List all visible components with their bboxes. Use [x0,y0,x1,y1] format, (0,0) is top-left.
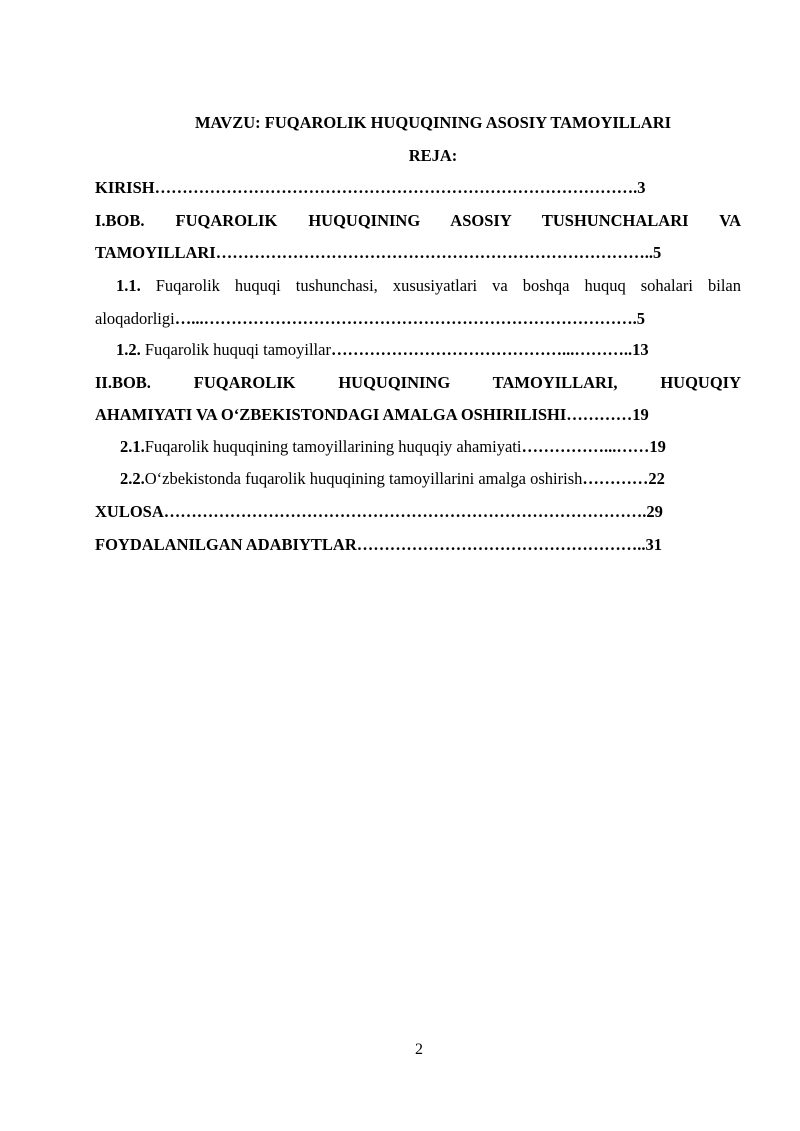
section-number: 2.2. [120,469,145,488]
page-title: MAVZU: FUQAROLIK HUQUQINING ASOSIY TAMOYILLARI [194,113,672,132]
section-title: Fuqarolik huquqi tushunchasi, xususiyatlari va boshqa huquq sohalari bilan [140,276,741,295]
page-number: 2 [415,1041,423,1058]
toc-entry-2-1 [120,437,741,457]
plan-heading: REJA: [408,146,458,165]
leader-dots: ……………………………………...………..13 [330,340,649,359]
toc-entry-bob1-line2: TAMOYILLARI……………………………………………………………………..5 [95,243,662,262]
section-title: Fuqarolik huquqi tamoyillar [140,340,331,359]
toc-entry-adabiyotlar: FOYDALANILGAN ADABIYTLAR……………………………………………..31 [95,535,662,554]
section-title-cont: aloqadorligi [95,309,175,328]
toc-entry-1-2 [116,340,741,360]
toc-entry-bob2-line2: AHAMIYATI VA O‘ZBEKISTONDAGI AMALGA OSHIRILISHI…………19 [95,405,649,424]
section-title: O‘zbekistonda fuqarolik huquqining tamoyillarini amalga oshirish [144,469,583,488]
toc-entry-xulosa: XULOSA…………………………………………………………………………….29 [95,502,663,521]
toc-entry-1-1-line2 [95,309,741,329]
toc-entry-2-2 [120,469,741,489]
section-number: 1.2. [116,340,141,359]
leader-dots: ……………...……19 [521,437,666,456]
leader-dots: …………22 [582,469,665,488]
toc-entry-bob2-line1: II.BOB. FUQAROLIK HUQUQINING TAMOYILLARI, HUQUQIY [95,373,741,392]
section-number: 1.1. [116,276,141,295]
toc-entry-bob1-line1: I.BOB. FUQAROLIK HUQUQINING ASOSIY TUSHUNCHALARI VA [95,211,741,230]
toc-entry-kirish: KIRISH…………………………………………………………………………….3 [95,178,646,197]
section-title: Fuqarolik huquqining tamoyillarining huquqiy ahamiyati [144,437,522,456]
toc-entry-1-1-line1 [116,276,741,296]
section-number: 2.1. [120,437,145,456]
leader-dots: …...…………………………………………………………………….5 [174,309,645,328]
